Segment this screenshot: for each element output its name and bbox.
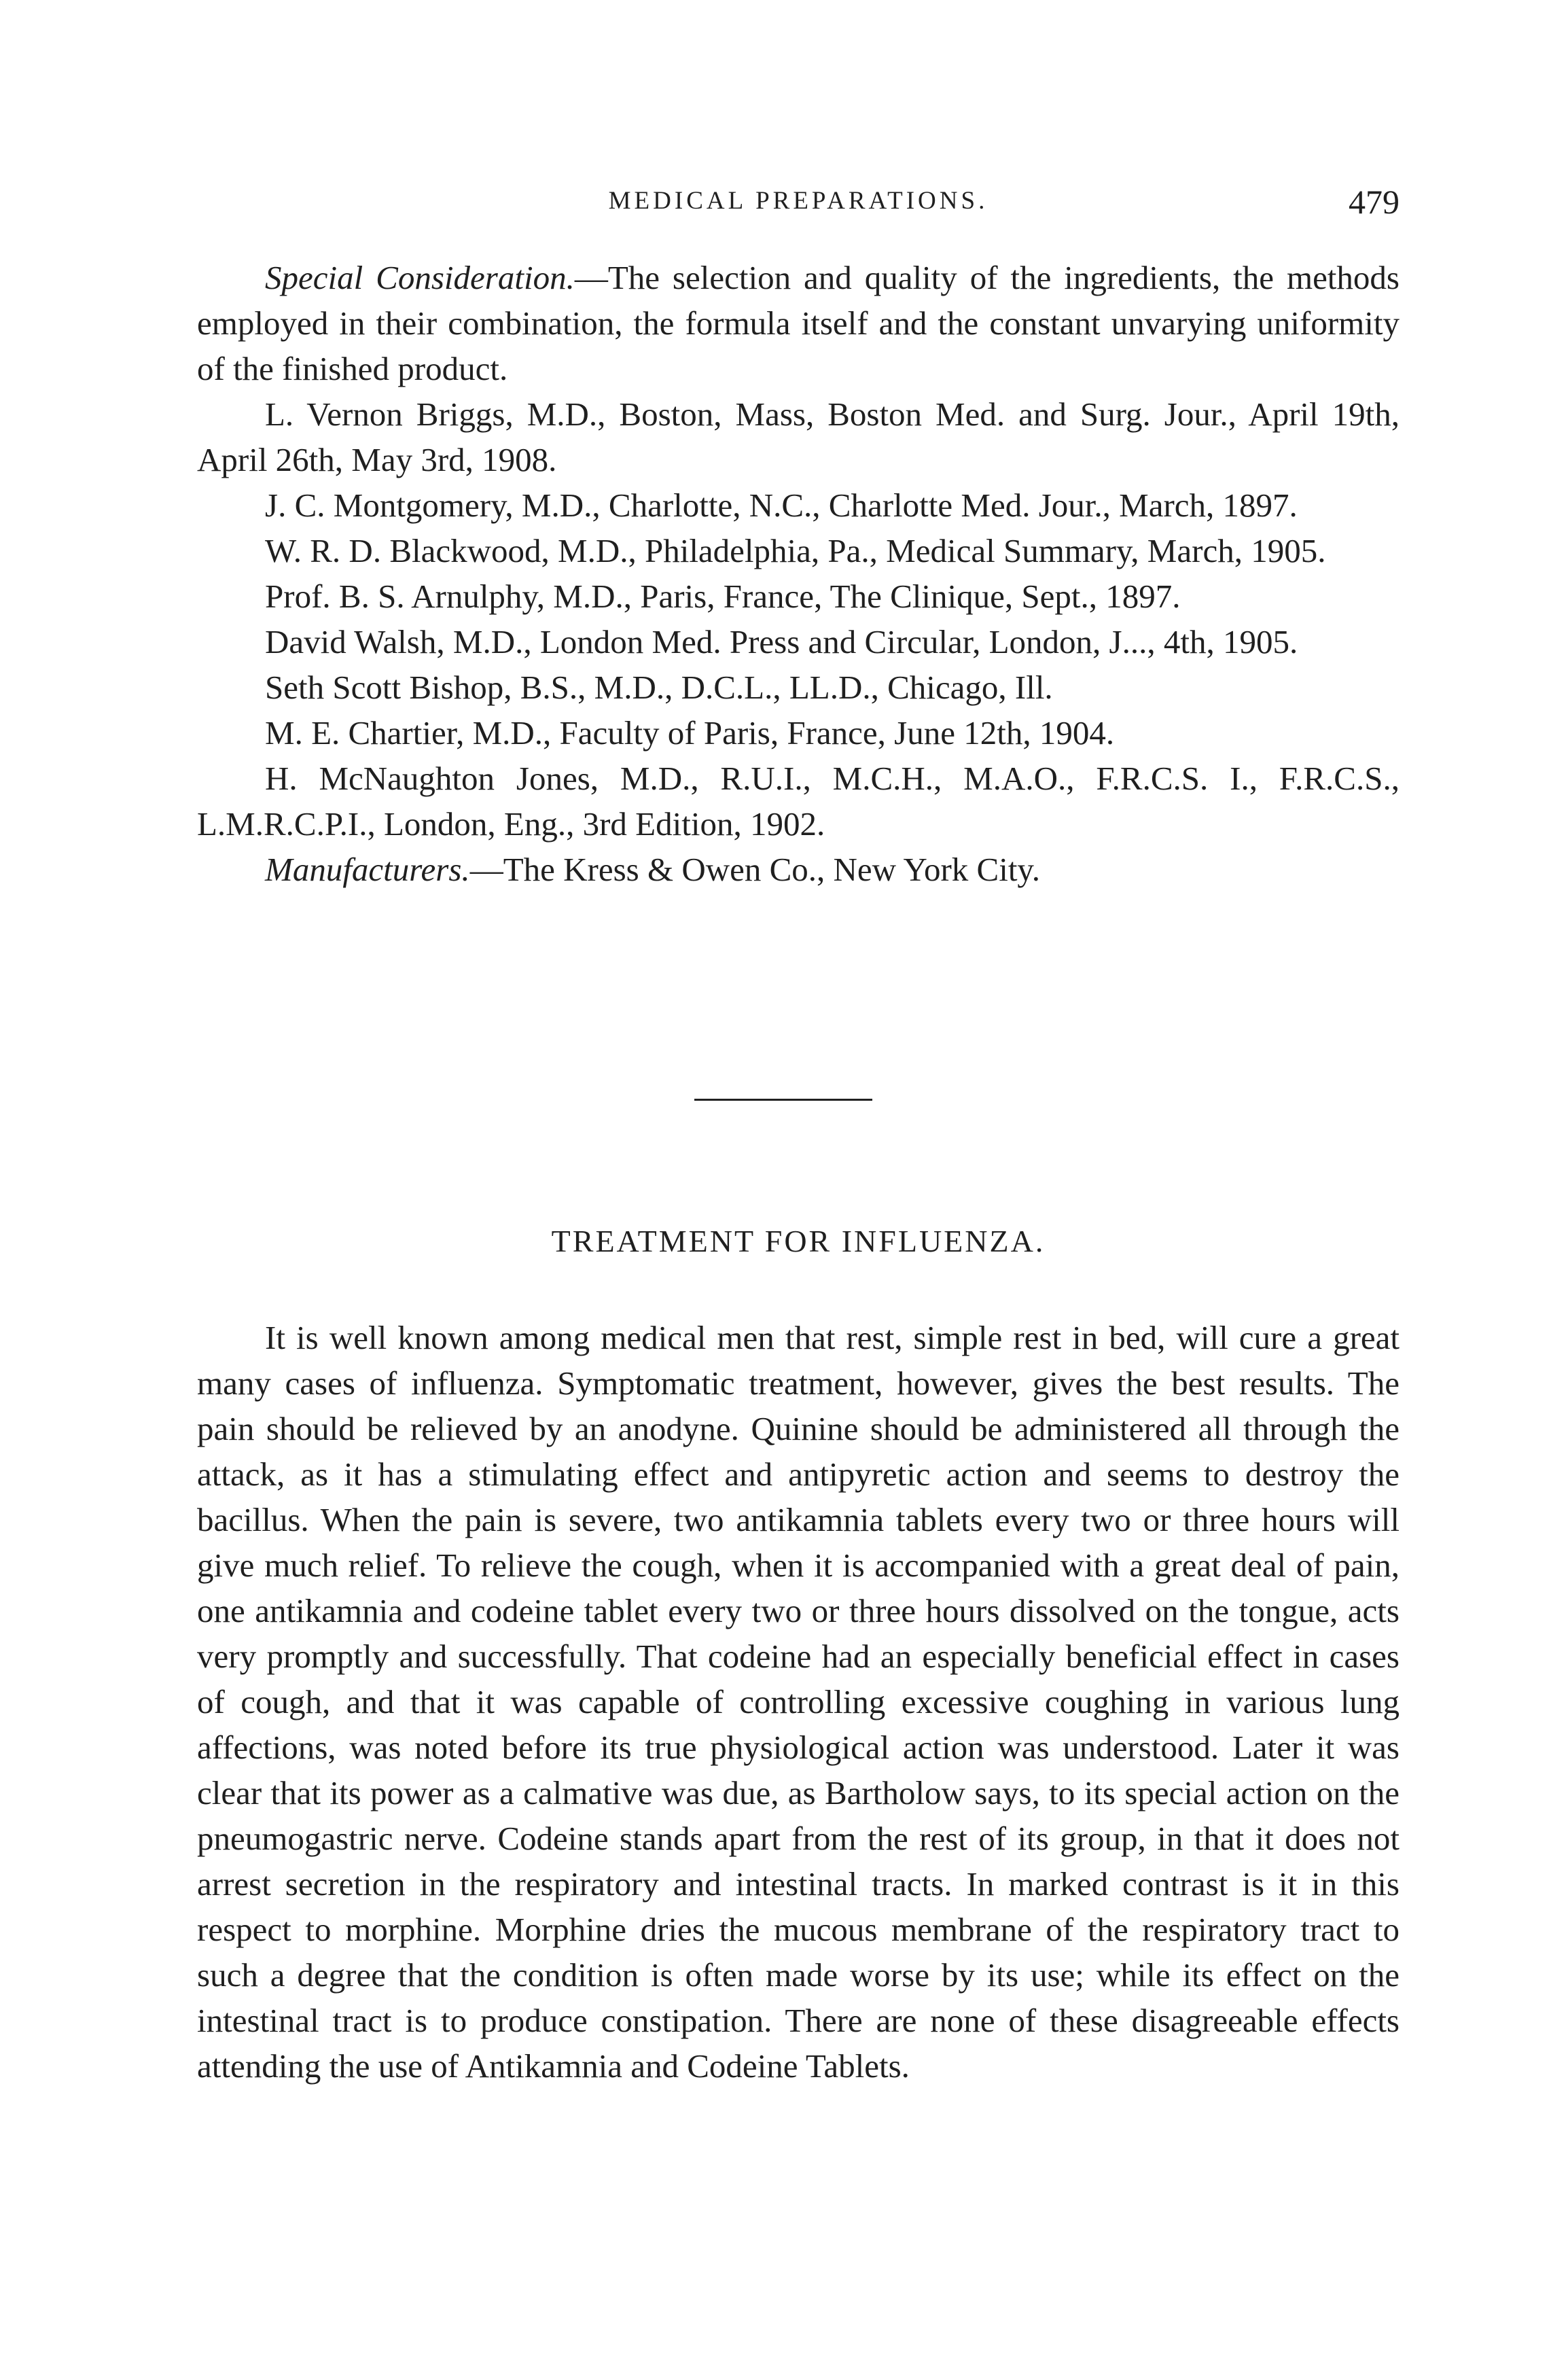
top-section: [197, 255, 1400, 892]
manufacturers-label: Manufacturers.: [265, 851, 470, 888]
special-consideration-text: —The selection and quality of the ingredients, the methods employed in their combination, the formula itself and the constant unvarying uniformity of the finished product.: [197, 259, 1400, 387]
page-number: 479: [1349, 183, 1400, 221]
running-title: MEDICAL PREPARATIONS.: [608, 187, 988, 215]
reference-item: J. C. Montgomery, M.D., Charlotte, N.C., Charlotte Med. Jour., March, 1897.: [265, 487, 1298, 524]
section-heading: TREATMENT FOR INFLUENZA.: [551, 1224, 1046, 1258]
reference-item: Seth Scott Bishop, B.S., M.D., D.C.L., LL.D., Chicago, Ill.: [265, 669, 1053, 706]
influenza-body: It is well known among medical men that rest, simple rest in bed, will cure a great many cases of influenza. Symptomatic treatment, however, gives the best results. The pain should be relieved by an anodyne. Quinine should be administered all through the attack, as it has a stimulating effect and antipyretic action and seems to destroy the bacillus. When the pain is severe, two antikamnia tablets every two or three hours will give much relief. To relieve the cough, when it is accompanied with a great deal of pain, one antikamnia and codeine tablet every two or three hours dissolved on the tongue, acts very promptly and successfully. That codeine had an especially beneficial effect in cases of cough, and that it was capable of controlling excessive coughing in various lung affections, was noted before its true physiological action was understood. Later it was clear that its power as a calmative was due, as Bartholow says, to its special action on the pneumogastric nerve. Codeine stands apart from the rest of its group, in that it does not arrest secretion in the respiratory and intestinal tracts. In marked contrast is it in this respect to morphine. Morphine dries the mucous membrane of the respiratory tract to such a degree that the condition is often made worse by its use; while its effect on the intestinal tract is to produce constipation. There are none of these disagreeable effects attending the use of Antikamnia and Codeine Tablets.: [197, 1319, 1400, 2085]
reference-item: H. McNaughton Jones, M.D., R.U.I., M.C.H., M.A.O., F.R.C.S. I., F.R.C.S., L.M.R.C.P.I., London, Eng., 3rd Edition, 1902.: [197, 760, 1400, 843]
influenza-section: [197, 1315, 1400, 2089]
reference-item: Prof. B. S. Arnulphy, M.D., Paris, France, The Clinique, Sept., 1897.: [265, 578, 1181, 615]
reference-item: David Walsh, M.D., London Med. Press and Circular, London, J..., 4th, 1905.: [265, 623, 1298, 660]
manufacturers-paragraph: [197, 847, 1400, 892]
reference-item: W. R. D. Blackwood, M.D., Philadelphia, Pa., Medical Summary, March, 1905.: [265, 532, 1326, 569]
manufacturers-text: —The Kress & Owen Co., New York City.: [469, 851, 1041, 888]
special-consideration-paragraph: [197, 255, 1400, 391]
running-head: [197, 182, 1400, 230]
reference-item: M. E. Chartier, M.D., Faculty of Paris, France, June 12th, 1904.: [265, 714, 1115, 752]
special-consideration-label: Special Consideration.: [265, 259, 575, 296]
section-divider: [694, 1099, 872, 1101]
reference-item: L. Vernon Briggs, M.D., Boston, Mass, Boston Med. and Surg. Jour., April 19th, April 26th, May 3rd, 1908.: [197, 395, 1400, 478]
